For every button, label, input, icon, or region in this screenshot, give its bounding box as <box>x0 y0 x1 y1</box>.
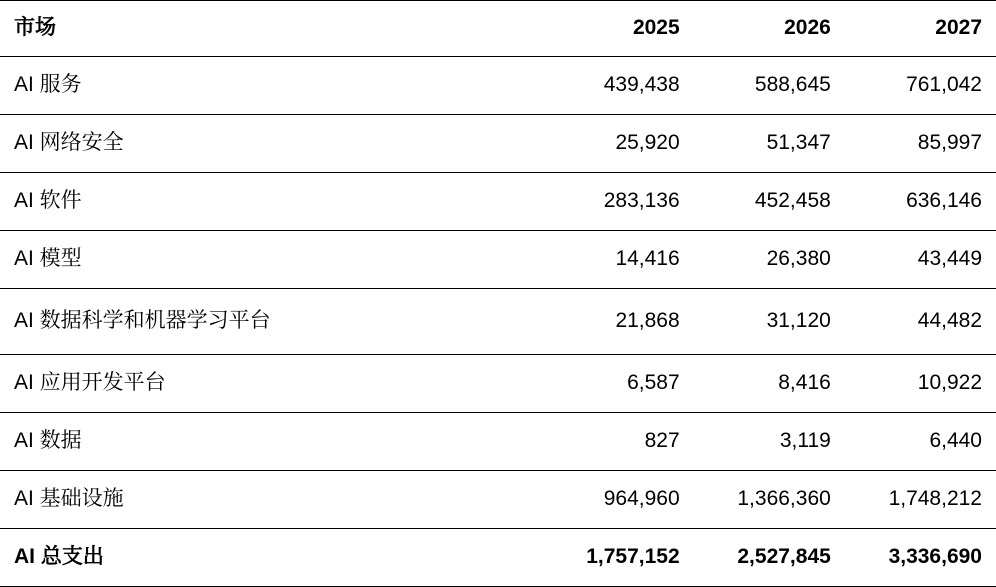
cell-2026: 26,380 <box>694 231 845 289</box>
row-label: AI 数据 <box>0 413 543 471</box>
row-label: AI 软件 <box>0 173 543 231</box>
row-label: AI 模型 <box>0 231 543 289</box>
cell-2025: 21,868 <box>543 289 694 355</box>
cell-2027: 761,042 <box>845 57 996 115</box>
cell-2027: 43,449 <box>845 231 996 289</box>
table-row <box>0 57 996 115</box>
table-body <box>0 57 996 587</box>
table-row <box>0 173 996 231</box>
column-header-2026: 2026 <box>694 1 845 57</box>
cell-2025: 14,416 <box>543 231 694 289</box>
row-label: AI 基础设施 <box>0 471 543 529</box>
row-label-total: AI 总支出 <box>0 529 543 587</box>
column-header-market: 市场 <box>0 1 543 57</box>
table-row <box>0 289 996 355</box>
cell-2025: 25,920 <box>543 115 694 173</box>
cell-2027: 85,997 <box>845 115 996 173</box>
row-label: AI 服务 <box>0 57 543 115</box>
cell-2027: 10,922 <box>845 355 996 413</box>
cell-2026: 1,366,360 <box>694 471 845 529</box>
row-label: AI 数据科学和机器学习平台 <box>0 289 543 355</box>
cell-2025: 964,960 <box>543 471 694 529</box>
table-row <box>0 231 996 289</box>
cell-2027: 44,482 <box>845 289 996 355</box>
cell-total-2025: 1,757,152 <box>543 529 694 587</box>
cell-2025: 827 <box>543 413 694 471</box>
cell-2025: 439,438 <box>543 57 694 115</box>
table-row <box>0 413 996 471</box>
column-header-2027: 2027 <box>845 1 996 57</box>
row-label: AI 网络安全 <box>0 115 543 173</box>
cell-2026: 588,645 <box>694 57 845 115</box>
table-row <box>0 471 996 529</box>
table-row <box>0 355 996 413</box>
cell-2025: 283,136 <box>543 173 694 231</box>
cell-2026: 452,458 <box>694 173 845 231</box>
row-label: AI 应用开发平台 <box>0 355 543 413</box>
cell-2027: 6,440 <box>845 413 996 471</box>
cell-2027: 636,146 <box>845 173 996 231</box>
table-header <box>0 1 996 57</box>
cell-2026: 31,120 <box>694 289 845 355</box>
table-row <box>0 115 996 173</box>
cell-total-2027: 3,336,690 <box>845 529 996 587</box>
cell-total-2026: 2,527,845 <box>694 529 845 587</box>
cell-2025: 6,587 <box>543 355 694 413</box>
cell-2026: 8,416 <box>694 355 845 413</box>
cell-2026: 3,119 <box>694 413 845 471</box>
cell-2026: 51,347 <box>694 115 845 173</box>
table-header-row <box>0 1 996 57</box>
column-header-2025: 2025 <box>543 1 694 57</box>
table-row-total <box>0 529 996 587</box>
cell-2027: 1,748,212 <box>845 471 996 529</box>
